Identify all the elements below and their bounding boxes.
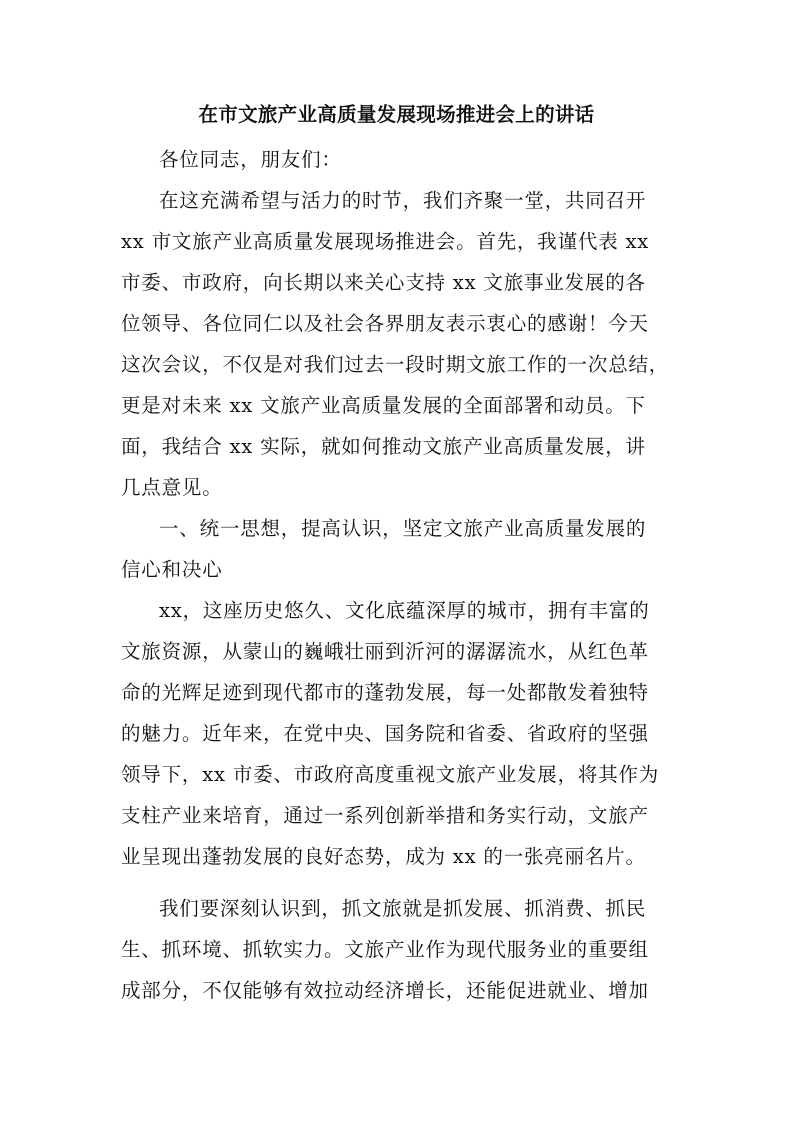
section-heading-line: 一、统一思想，提高认识，坚定文旅产业高质量发展的 (159, 517, 647, 540)
body-line: 命的光辉足迹到现代都市的蓬勃发展，每一处都散发着独特 (121, 681, 649, 704)
body-line: 在这充满希望与活力的时节，我们齐聚一堂，共同召开 (159, 189, 647, 212)
body-line: 文旅资源，从蒙山的巍峨壮丽到沂河的潺潺流水，从红色革 (121, 640, 649, 663)
body-line: 位领导、各位同仁以及社会各界朋友表示衷心的感谢！今天 (121, 312, 649, 335)
body-line: 领导下，xx 市委、市政府高度重视文旅产业发展，将其作为 (121, 763, 660, 786)
body-line: 市委、市政府，向长期以来关心支持 xx 文旅事业发展的各 (121, 271, 646, 294)
body-line: 业呈现出蓬勃发展的良好态势，成为 xx 的一张亮丽名片。 (121, 845, 646, 868)
body-line: xx，这座历史悠久、文化底蕴深厚的城市，拥有丰富的 (159, 599, 650, 622)
body-line: 成部分，不仅能够有效拉动经济增长，还能促进就业、增加 (121, 979, 649, 1002)
section-heading-line: 信心和决心 (121, 558, 223, 581)
body-line: xx 市文旅产业高质量发展现场推进会。首先，我谨代表 xx (121, 230, 650, 253)
body-line: 的魅力。近年来，在党中央、国务院和省委、省政府的坚强 (121, 722, 649, 745)
body-line: 这次会议，不仅是对我们过去一段时期文旅工作的一次总结， (121, 353, 670, 376)
salutation-line: 各位同志，朋友们： (159, 148, 342, 171)
body-line: 我们要深刻认识到，抓文旅就是抓发展、抓消费、抓民 (159, 897, 647, 920)
body-line: 支柱产业来培育，通过一系列创新举措和务实行动，文旅产 (121, 804, 649, 827)
body-line: 生、抓环境、抓软实力。文旅产业作为现代服务业的重要组 (121, 938, 649, 961)
document-title: 在市文旅产业高质量发展现场推进会上的讲话 (198, 103, 595, 126)
body-line: 更是对未来 xx 文旅产业高质量发展的全面部署和动员。下 (121, 394, 646, 417)
body-line: 面，我结合 xx 实际，就如何推动文旅产业高质量发展，讲 (121, 435, 646, 458)
body-line: 几点意见。 (121, 476, 223, 499)
